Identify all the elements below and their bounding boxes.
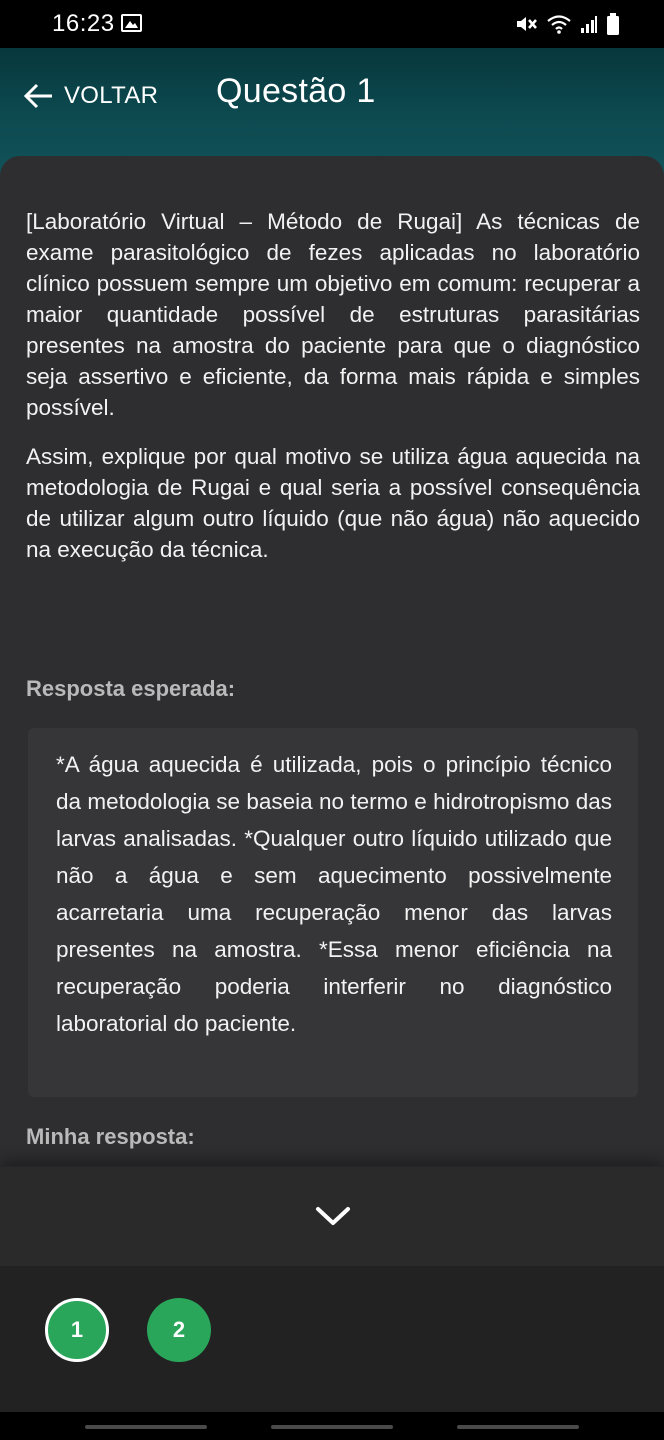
status-icons: [514, 10, 620, 38]
status-time: 16:23: [52, 10, 115, 37]
expected-answer-box: [28, 728, 638, 1097]
mute-icon: [514, 12, 538, 36]
question-1-button[interactable]: 1: [45, 1298, 109, 1362]
page-title: Questão 1: [216, 72, 376, 110]
collapse-bar: [0, 1166, 664, 1266]
question-paragraph: Assim, explique por qual motivo se utiliza água aquecida na metodologia de Rugai e qual seria a possível consequência de utilizar algum outro líquido (que não água) não aquecido na execução da técnica.: [26, 444, 640, 562]
back-system-button[interactable]: [457, 1425, 579, 1429]
expected-answer-text: *A água aquecida é utilizada, pois o princípio técnico da metodologia se baseia no termo e hidrotropismo das larvas analisadas. *Qualquer outro líquido utilizado que não a água e sem aquecimento possivelmente acarretaria uma recuperação menor das larvas presentes na amostra. *Essa menor eficiência na recuperação poderia interferir no diagnóstico laboratorial do paciente.: [56, 752, 612, 1036]
status-bar: [0, 0, 664, 48]
back-button[interactable]: [22, 76, 158, 116]
back-label: VOLTAR: [64, 82, 159, 109]
home-button[interactable]: [271, 1425, 393, 1429]
question-paragraph: [Laboratório Virtual – Método de Rugai] As técnicas de exame parasitológico de fezes aplicadas no laboratório clínico possuem sempre um objetivo em comum: recuperar a maior quantidade possível de estruturas parasitárias presentes na amostra do paciente para que o diagnóstico seja assertivo e eficiente, da forma mais rápida e simples possível.: [26, 209, 640, 420]
question-2-button[interactable]: 2: [147, 1298, 211, 1362]
expected-answer-label: Resposta esperada:: [26, 676, 236, 701]
signal-icon: [580, 14, 598, 34]
question-card[interactable]: [0, 156, 664, 1168]
question-text: [26, 206, 640, 565]
my-answer-label: Minha resposta:: [26, 1124, 195, 1149]
question-navigator: [0, 1266, 664, 1412]
recent-apps-button[interactable]: [85, 1425, 207, 1429]
wifi-icon: [546, 13, 572, 35]
arrow-left-icon: [22, 82, 54, 110]
system-navigation-bar: [0, 1412, 664, 1440]
battery-icon: [606, 12, 620, 36]
chevron-down-icon[interactable]: [314, 1203, 352, 1229]
gallery-icon: [121, 14, 142, 32]
